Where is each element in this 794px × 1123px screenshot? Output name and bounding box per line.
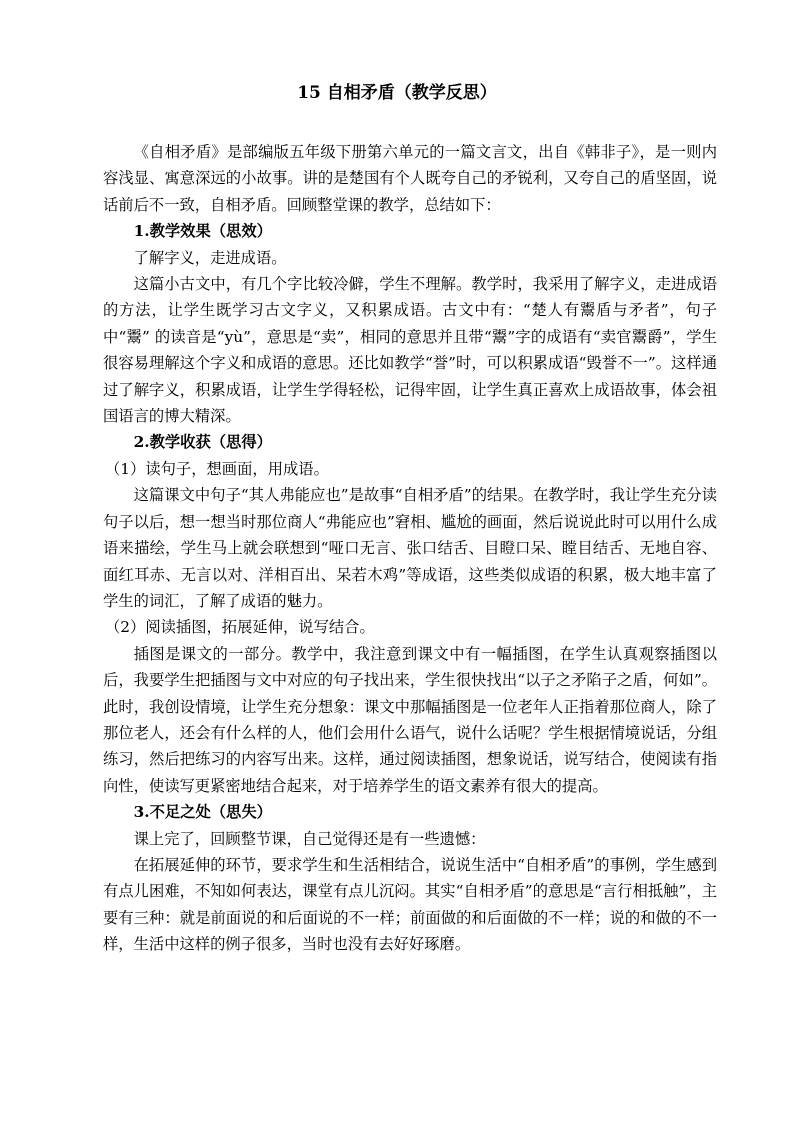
paragraph: 这篇小古文中，有几个字比较冷僻，学生不理解。教学时，我采用了解字义，走进成语的方法，让学生既学习古文字义，又积累成语。古文中有：“楚人有鬻盾与矛者”，句子中“鬻” 的读音是“yù”，意思是“卖”，相同的意思并且带“鬻”字的成语有“卖官鬻爵”，学生很容易理解这个字义和成语的意思。还比如教学“誉”时，可以积累成语“毁誉不一”。这样通过了解字义，积累成语，让学生学得轻松，记得牢固，让学生真正喜欢上成语故事，体会祖国语言的博大精深。 — [103, 275, 717, 426]
paragraph: 这篇课文中句子“其人弗能应也”是故事“自相矛盾”的结果。在教学时，我让学生充分读句子以后，想一想当时那位商人“弗能应也”窘相、尴尬的画面，然后说说此时可以用什么成语来描绘，学生马上就会联想到“哑口无言、张口结舌、目瞪口呆、瞠目结舌、无地自容、面红耳赤、无言以对、洋相百出、呆若木鸡”等成语，这些类似成语的积累，极大地丰富了学生的词汇，了解了成语的魅力。 — [103, 486, 717, 610]
section-heading-shortcoming: 3.不足之处（思失） — [133, 803, 272, 822]
document-body — [103, 139, 717, 958]
subheading: （1）读句子，想画面，用成语。 — [105, 459, 329, 478]
intro-paragraph: 《自相矛盾》是部编版五年级下册第六单元的一篇文言文，出自《韩非子》，是一则内容浅显、寓意深远的小故事。讲的是楚国有个人既夸自己的矛锐利，又夸自己的盾坚固，说话前后不一致，自相矛盾。回顾整堂课的教学，总结如下： — [103, 143, 717, 214]
paragraph: 了解字义，走进成语。 — [133, 248, 287, 267]
section-heading-effect: 1.教学效果（思效） — [133, 222, 272, 241]
paragraph: 插图是课文的一部分。教学中，我注意到课文中有一幅插图，在学生认真观察插图以后，我要学生把插图与文中对应的句子找出来，学生很快找出“以子之矛陷子之盾，何如”。此时，我创设情境，让学生充分想象：课文中那幅插图是一位老年人正指着那位商人，除了那位老人，还会有什么样的人，他们会用什么语气，说什么话呢？学生根据情境说话，分组练习，然后把练习的内容写出来。这样，通过阅读插图，想象说话，说写结合，使阅读有指向性，使读写更紧密地结合起来，对于培养学生的语文素养有很大的提高。 — [103, 644, 717, 795]
paragraph: 课上完了，回顾整节课，自己觉得还是有一些遗憾： — [133, 829, 486, 848]
page-title: 15 自相矛盾（教学反思） — [297, 83, 497, 103]
section-heading-gain: 2.教学收获（思得） — [133, 433, 272, 452]
subheading: （2）阅读插图，拓展延伸，说写结合。 — [105, 618, 375, 637]
paragraph: 在拓展延伸的环节，要求学生和生活相结合，说说生活中“自相矛盾”的事例，学生感到有点儿困难，不知如何表达，课堂有点儿沉闷。其实“自相矛盾”的意思是“言行相抵触”，主要有三种：就是前面说的和后面说的不一样；前面做的和后面做的不一样；说的和做的不一样，生活中这样的例子很多，当时也没有去好好琢磨。 — [103, 855, 717, 954]
